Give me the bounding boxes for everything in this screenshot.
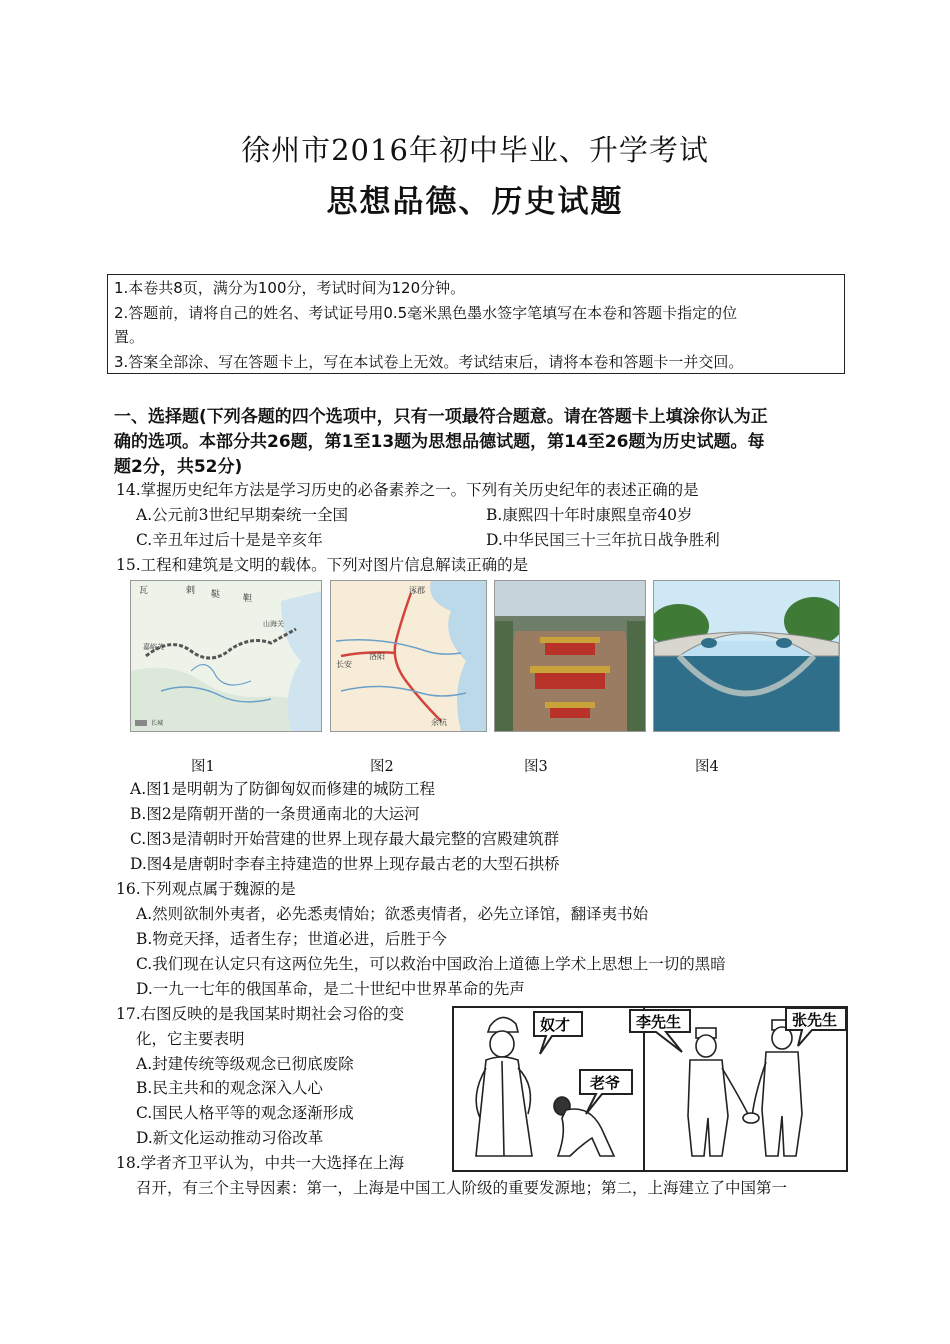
q15-option-b: B.图2是隋朝开凿的一条贯通南北的大运河: [130, 805, 420, 823]
q16-option-a: A.然则欲制外夷者，必先悉夷情始；欲悉夷情者，必先立译馆，翻译夷书始: [136, 905, 649, 923]
exam-subtitle: 思想品德、历史试题: [326, 184, 624, 220]
figure-3-forbidden-city-photo: [494, 580, 646, 732]
figure-4-caption: 图4: [695, 759, 719, 775]
map2-label-luoyang: 洛阳: [369, 652, 385, 661]
q15-option-c: C.图3是清朝时开始营建的世界上现存最大最完整的宫殿建筑群: [130, 830, 560, 848]
q16-option-b: B.物竞天择，适者生存；世道必进，后胜于今: [136, 930, 447, 948]
figure-3-caption: 图3: [524, 759, 548, 775]
map2-label-zhuojun: 涿郡: [409, 586, 425, 595]
exam-title: 徐州市2016年初中毕业、升学考试: [241, 133, 709, 167]
q14-option-a: A.公元前3世纪早期秦统一全国: [136, 506, 348, 524]
section-line-1: 一、选择题(下列各题的四个选项中，只有一项最符合题意。请在答题卡上填涂你认为正: [114, 407, 768, 427]
figure-1-great-wall-map: [130, 580, 322, 732]
q14-option-b: B.康熙四十年时康熙皇帝40岁: [486, 506, 693, 524]
bubble-mr-zhang-text: 张先生: [792, 1011, 838, 1029]
q17-option-c: C.国民人格平等的观念逐渐形成: [136, 1104, 354, 1122]
notice-line-1: 1.本卷共8页，满分为100分，考试时间为120分钟。: [114, 279, 466, 297]
map1-label-da: 鞑: [211, 590, 221, 600]
q17-stem-line-2: 化，它主要表明: [136, 1030, 245, 1048]
section-line-2: 确的选项。本部分共26题，第1至13题为思想品德试题，第14至26题为历史试题。每: [114, 432, 765, 452]
map1-label-shanhaiguan: 山海关: [263, 620, 284, 628]
map2-label-yuhang: 余杭: [431, 718, 447, 727]
bubble-slave-text: 奴才: [540, 1016, 571, 1034]
map1-label-dan: 靼: [243, 594, 253, 604]
figure-2-caption: 图2: [370, 759, 394, 775]
q14-option-c: C.辛丑年过后十是是辛亥年: [136, 531, 323, 549]
q16-option-c: C.我们现在认定只有这两位先生，可以救治中国政治上道德上学术上思想上一切的黑暗: [136, 955, 726, 973]
map2-label-changan: 长安: [336, 660, 352, 669]
bubble-master-text: 老爷: [590, 1074, 621, 1092]
q16-option-d: D.一九一七年的俄国革命，是二十世纪中世界革命的先声: [136, 980, 525, 998]
q18-stem-line-2: 召开，有三个主导因素：第一，上海是中国工人阶级的重要发源地；第二，上海建立了中国第一: [136, 1179, 788, 1197]
notice-line-3: 置。: [114, 328, 145, 346]
notice-line-2: 2.答题前，请将自己的姓名、考试证号用0.5毫米黑色墨水签字笔填写在本卷和答题卡指定的位: [114, 303, 738, 322]
q17-option-a: A.封建传统等级观念已彻底废除: [136, 1055, 354, 1073]
q15-option-a: A.图1是明朝为了防御匈奴而修建的城防工程: [130, 780, 435, 798]
section-heading: [114, 405, 854, 480]
map1-label-great-wall: 长城: [151, 720, 164, 727]
figure-4-zhaozhou-bridge-photo: [653, 580, 840, 732]
notice-box: [107, 274, 845, 374]
map1-label-wa: 瓦: [139, 586, 149, 596]
notice-line-4: 3.答案全部涂、写在答题卡上，写在本试卷上无效。考试结束后，请将本卷和答题卡一并交回。: [114, 352, 744, 371]
q14-stem: 14.掌握历史纪年方法是学习历史的必备素养之一。下列有关历史纪年的表述正确的是: [116, 481, 699, 499]
q17-option-d: D.新文化运动推动习俗改革: [136, 1129, 324, 1147]
bubble-mr-li-text: 李先生: [636, 1013, 682, 1031]
q16-stem: 16.下列观点属于魏源的是: [116, 880, 296, 898]
section-line-3: 题2分，共52分): [114, 457, 243, 477]
q15-option-d: D.图4是唐朝时李春主持建造的世界上现存最古老的大型石拱桥: [130, 855, 560, 873]
figure-2-grand-canal-map: [330, 580, 487, 732]
q17-option-b: B.民主共和的观念深入人心: [136, 1079, 323, 1097]
map1-label-jiayuguan: 嘉峪关: [143, 643, 164, 651]
q17-stem-line-1: 17.右图反映的是我国某时期社会习俗的变: [116, 1005, 405, 1023]
q18-stem-line-1: 18.学者齐卫平认为，中共一大选择在上海: [116, 1154, 405, 1172]
figure-1-caption: 图1: [191, 759, 215, 775]
q17-cartoon: [452, 1006, 848, 1172]
q14-option-d: D.中华民国三十三年抗日战争胜利: [486, 531, 720, 549]
q15-stem: 15.工程和建筑是文明的载体。下列对图片信息解读正确的是: [116, 556, 529, 574]
map1-label-la: 剌: [186, 586, 196, 596]
